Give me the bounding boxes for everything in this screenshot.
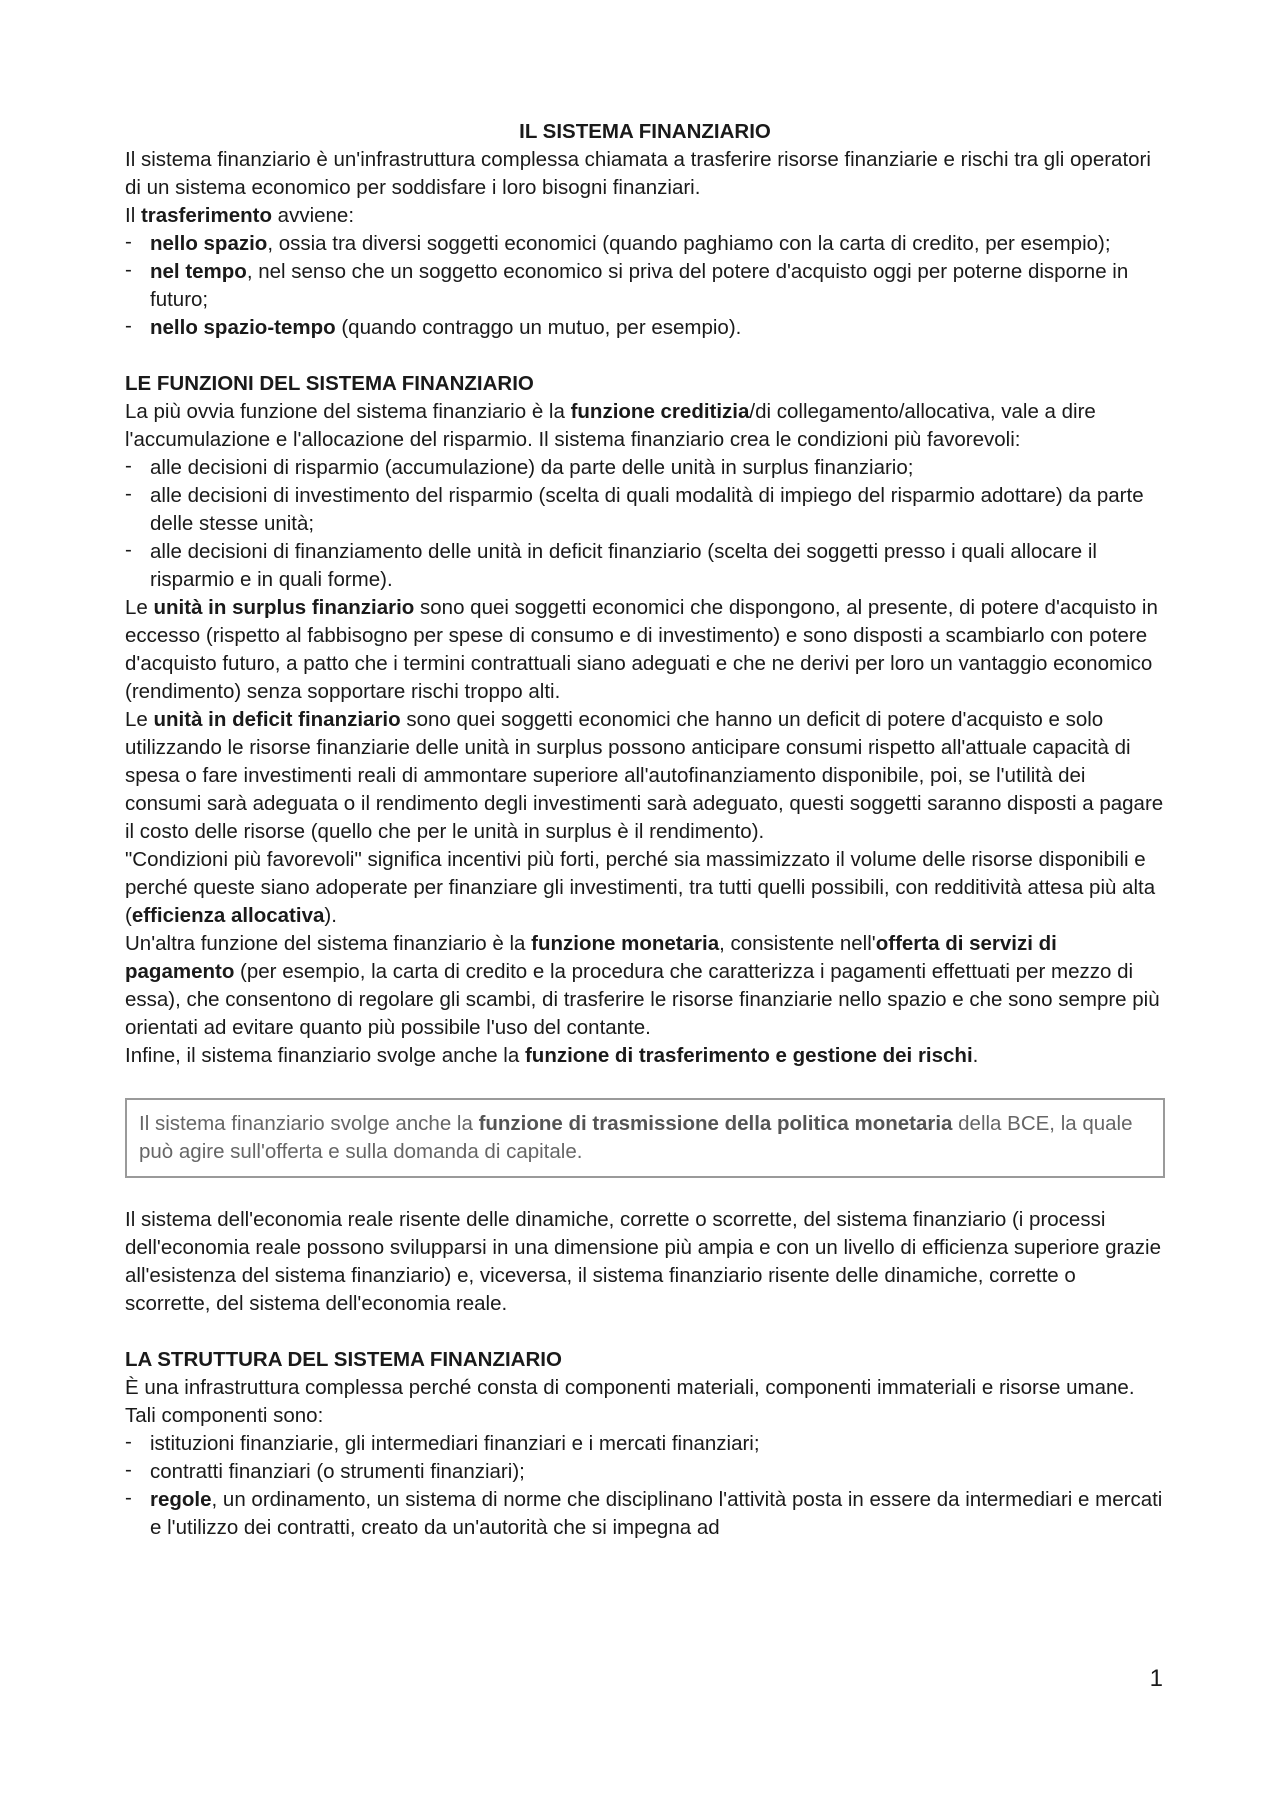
text-span: sono quei soggetti economici che hanno un deficit di potere d'acquisto e solo utilizzando le risorse finanziarie delle unità in surplus possono anticipare consumi rispetto all'attuale capacità di spesa o fare investimenti reali di ammontare superiore all'autofinanziamento disponibile, poi, se l'utilità dei consumi sarà adeguata o il rendimento degli investimenti sarà adeguato, questi soggetti saranno disposti a pagare il costo delle risorse (quello che per le unità in surplus è il rendimento). [125, 708, 1164, 843]
text-span: Le [125, 708, 154, 731]
intro-paragraph: Il sistema finanziario è un'infrastruttura complessa chiamata a trasferire risorse finanziarie e rischi tra gli operatori di un sistema economico per soddisfare i loro bisogni finanziari. [125, 148, 1151, 199]
functions-paragraph [125, 398, 1165, 454]
list-item [125, 538, 1165, 594]
bold-span: funzione di trasferimento e gestione dei rischi [524, 1044, 973, 1067]
document-page [125, 118, 1165, 1542]
transfer-list [125, 230, 1165, 342]
text-span: Le [125, 596, 154, 619]
text-span: . [972, 1044, 979, 1067]
dash-bullet: - [125, 1486, 132, 1509]
dash-bullet: - [125, 258, 132, 281]
text-span: della BCE, la quale può agire sull'offerta e sulla domanda di capitale. [139, 1112, 1133, 1163]
item-text: , un ordinamento, un sistema di norme che disciplinano l'attività posta in essere da intermediari e mercati e l'utilizzo dei contratti, creato da un'autorità che si impegna ad [150, 1488, 1163, 1539]
transfer-bold: trasferimento [140, 204, 272, 227]
dash-bullet: - [125, 1458, 132, 1481]
bold-span: unità in deficit finanziario [153, 708, 401, 731]
list-item [125, 1486, 1165, 1542]
item-text: alle decisioni di investimento del risparmio (scelta di quali modalità di impiego del risparmio adottare) da parte delle stesse unità; [150, 484, 1144, 535]
text-span: (per esempio, la carta di credito e la procedura che caratterizza i pagamenti effettuati per mezzo di essa), che consentono di regolare gli scambi, di trasferire le risorse finanziarie nello spazio e che sono sempre più orientati ad evitare quanto più possibile l'uso del contante. [125, 960, 1160, 1039]
bold-span: funzione di trasmissione della politica monetaria [478, 1112, 953, 1135]
section-heading-structure: LA STRUTTURA DEL SISTEMA FINANZIARIO [125, 1348, 562, 1371]
bold-span: offerta di servizi di pagamento [125, 932, 1057, 983]
dash-bullet: - [125, 314, 132, 337]
callout-box [125, 1098, 1165, 1178]
text-span: La più ovvia funzione del sistema finanziario è la [125, 400, 571, 423]
real-economy-paragraph: Il sistema dell'economia reale risente delle dinamiche, corrette o scorrette, del sistema finanziario (i processi dell'economia reale possono svilupparsi in una dimensione più ampia e con un livello di efficienza superiore grazie all'esistenza del sistema finanziario) e, viceversa, il sistema finanziario risente delle dinamiche, corrette o scorrette, del sistema dell'economia reale. [125, 1208, 1161, 1315]
item-bold: nello spazio-tempo [150, 316, 336, 339]
functions-list [125, 454, 1165, 594]
text-span: /di collegamento/allocativa, vale a dire l'accumulazione e l'allocazione del risparmio. Il sistema finanziario crea le condizioni più favorevoli: [125, 400, 1096, 451]
item-text: , nel senso che un soggetto economico si priva del potere d'acquisto oggi per poterne disporne in futuro; [150, 260, 1129, 311]
item-text: istituzioni finanziarie, gli intermediari finanziari e i mercati finanziari; [150, 1432, 760, 1455]
text-span: , consistente nell' [719, 932, 876, 955]
dash-bullet: - [125, 1430, 132, 1453]
item-text: alle decisioni di risparmio (accumulazione) da parte delle unità in surplus finanziario; [150, 456, 914, 479]
item-text: (quando contraggo un mutuo, per esempio). [335, 316, 742, 339]
list-item [125, 1458, 1165, 1486]
list-item [125, 454, 1165, 482]
list-item [125, 1430, 1165, 1458]
item-text: alle decisioni di finanziamento delle unità in deficit finanziario (scelta dei soggetti presso i quali allocare il risparmio e in quali forme). [150, 540, 1097, 591]
item-text: contratti finanziari (o strumenti finanziari); [150, 1460, 525, 1483]
text-span: ). [324, 904, 337, 927]
bold-span: funzione monetaria [531, 932, 720, 955]
deficit-paragraph [125, 706, 1165, 846]
text-span: Infine, il sistema finanziario svolge anche la [125, 1044, 525, 1067]
text-span: Un'altra funzione del sistema finanziario è la [125, 932, 532, 955]
surplus-paragraph [125, 594, 1165, 706]
item-bold: regole [150, 1488, 212, 1511]
list-item [125, 258, 1165, 314]
text-span: "Condizioni più favorevoli" significa incentivi più forti, perché sia massimizzato il volume delle risorse disponibili e perché queste siano adoperate per finanziare gli investimenti, tra tutti quelli possibili, con redditività attesa più alta ( [125, 848, 1156, 927]
item-bold: nello spazio [150, 232, 268, 255]
item-text: , ossia tra diversi soggetti economici (quando paghiamo con la carta di credito, per esempio); [267, 232, 1111, 255]
structure-list [125, 1430, 1165, 1542]
bold-span: unità in surplus finanziario [153, 596, 415, 619]
item-bold: nel tempo [150, 260, 247, 283]
transfer-paragraph [125, 202, 1165, 230]
bold-span: funzione creditizia [570, 400, 750, 423]
dash-bullet: - [125, 230, 132, 253]
list-item [125, 482, 1165, 538]
risk-paragraph [125, 1042, 1165, 1070]
page-number: 1 [1149, 1665, 1163, 1692]
list-item [125, 230, 1165, 258]
text-span: sono quei soggetti economici che dispongono, al presente, di potere d'acquisto in eccesso (rispetto al fabbisogno per spese di consumo e di investimento) e sono disposti a scambiarlo con potere d'acquisto futuro, a patto che i termini contrattuali siano adeguati e che ne derivi per loro un vantaggio economico (rendimento) senza sopportare rischi troppo alti. [125, 596, 1158, 703]
section-heading-functions: LE FUNZIONI DEL SISTEMA FINANZIARIO [125, 372, 534, 395]
text-span: Il sistema finanziario svolge anche la [139, 1112, 479, 1135]
conditions-paragraph [125, 846, 1165, 930]
dash-bullet: - [125, 538, 132, 561]
transfer-post: avviene: [271, 204, 355, 227]
transfer-pre: Il [125, 204, 141, 227]
dash-bullet: - [125, 454, 132, 477]
page-title: IL SISTEMA FINANZIARIO [519, 120, 771, 143]
dash-bullet: - [125, 482, 132, 505]
structure-intro: È una infrastruttura complessa perché consta di componenti materiali, componenti immateriali e risorse umane. Tali componenti sono: [125, 1376, 1135, 1427]
monetary-paragraph [125, 930, 1165, 1042]
list-item [125, 314, 1165, 342]
bold-span: efficienza allocativa [131, 904, 325, 927]
